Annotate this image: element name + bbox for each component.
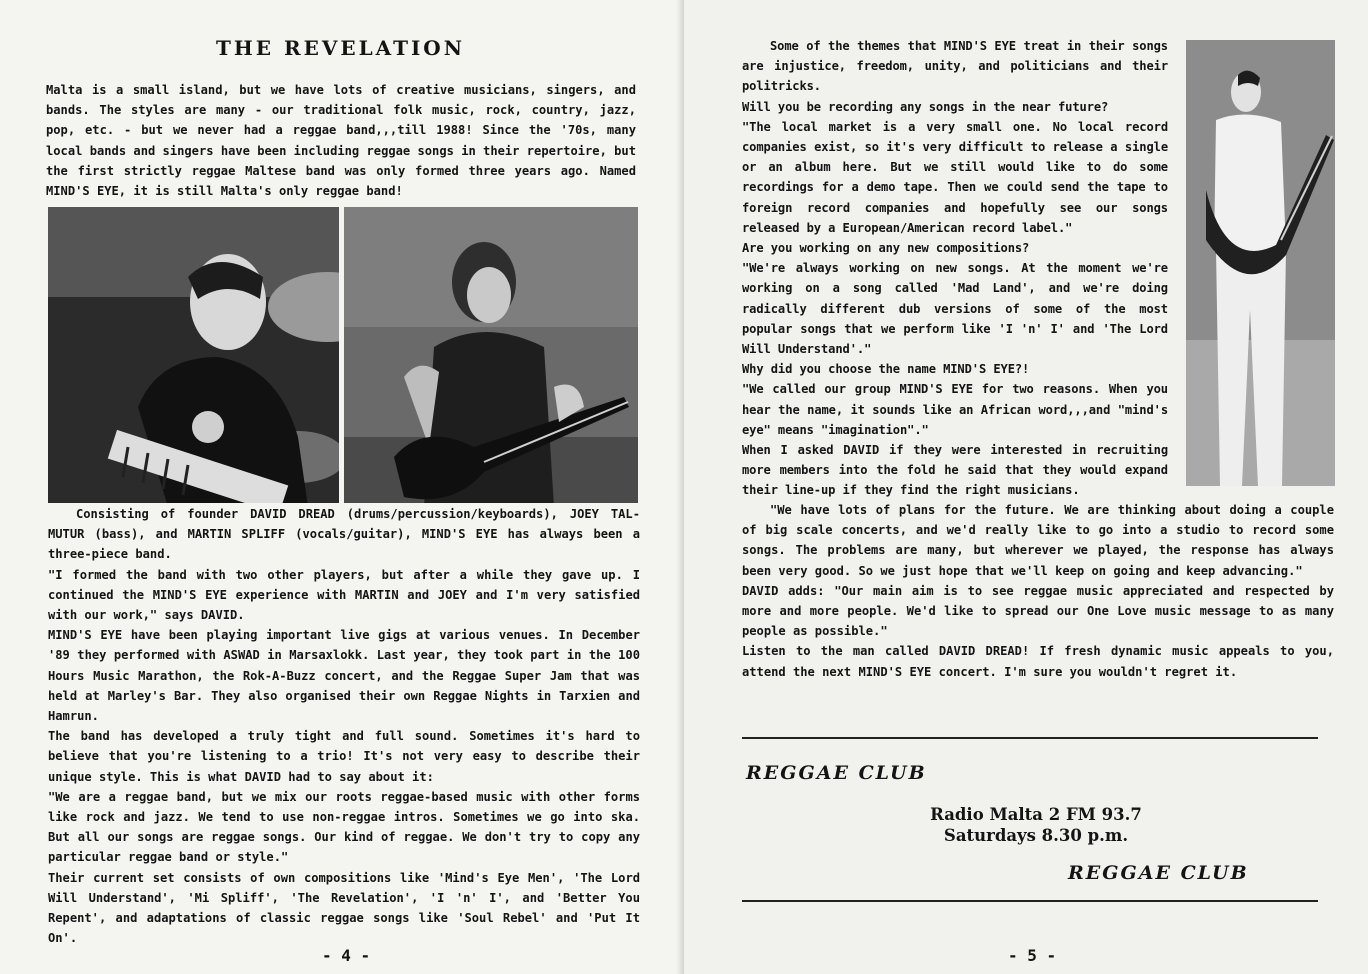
reggae-club-heading-bottom: REGGAE CLUB [1068, 862, 1249, 884]
article-title: THE REVELATION [215, 36, 466, 60]
radio-time-line: Saturdays 8.30 p.m. [943, 826, 1129, 845]
page-number-right: - 5 - [1008, 946, 1057, 965]
photo-singer-guitarist [1186, 40, 1335, 486]
page-number-left: - 4 - [322, 946, 371, 965]
top-divider-rule [742, 737, 1318, 739]
main-body-text: Consisting of founder DAVID DREAD (drums/percussion/keyboards), JOEY TAL-MUTUR (bass), and MARTIN SPLIFF (vocals/guitar), MIND'S EYE has always been a three-piece band. "I formed the band with two other players, but after a while they gave up. I continued the MIND'S EYE experience with MARTIN and JOEY and I'm very satisfied with our work," says DAVID. MIND'S EYE have been playing important live gigs at various venues. In December '89 they performed with ASWAD in Marsaxlokk. Last year, they took part in the 100 Hours Music Marathon, the Rok-A-Buzz concert, and the Reggae Super Jam that was held at Marley's Bar. They also organised their own Reggae Nights in Tarxien and Hamrun. The band has developed a truly tight and full sound. Sometimes it's hard to believe that you're listening to a trio! It's not very easy to describe their unique style. This is what DAVID had to say about it: "We are a reggae band, but we mix our roots reggae-based music with other forms like rock and jazz. We tend to use non-reggae intros. Sometimes we go into ska. But all our songs are reggae songs. Our kind of reggae. We don't try to copy any particular reggae band or style." Their current set consists of own compositions like 'Mind's Eye Men', 'The Lord Will Understand', 'Mi Spliff', 'The Revelation', 'I 'n' I', and 'Better You Repent', and adaptations of classic reggae songs like 'Soul Rebel' and 'Put It On'. [48, 507, 640, 946]
right-page [684, 0, 1368, 974]
radio-station-line: Radio Malta 2 FM 93.7 [930, 805, 1142, 824]
intro-paragraph: Malta is a small island, but we have lots of creative musicians, singers, and bands. The styles are many - our traditional folk music, rock, country, jazz, pop, etc. - but we never had a reggae band,,,till 1988! Since the '70s, many local bands and singers have been including reggae songs in their repertoire, but the first strictly reggae Maltese band was only formed three years ago. Named MIND'S EYE, it is still Malta's only reggae band! [46, 83, 636, 199]
interview-column-text: Some of the themes that MIND'S EYE treat in their songs are injustice, freedom, unity, and politicians and their politricks. Will you be recording any songs in the near future? "The local market is a very small one. No local record companies exist, so it's very difficult to release a single or an album here. But we still would like to do some recordings for a demo tape. Then we could send the tape to foreign record companies and hopefully see our songs released by a European/American record label." Are you working on any new compositions? "We're always working on new songs. At the moment we're working on a song called 'Mad Land', and we're doing radically different dub versions of some of the most popular songs that we perform like 'I 'n' I' and 'The Lord Will Understand'." Why did you choose the name MIND'S EYE?! "We called our group MIND'S EYE for two reasons. When you hear the name, it sounds like an African word,,,and "mind's eye" means "imagination"." When I asked DAVID if they were interested in recruiting more members into the fold he said that they would expand their line-up if they find the right musicians. [742, 39, 1168, 498]
photo-keyboard-player [48, 207, 339, 503]
conclusion-text: "We have lots of plans for the future. We are thinking about doing a couple of big scale concerts, and we'd really like to go into a studio to record some songs. The problems are many, but wherever we played, the response has always been very good. So we just hope that we'll keep on going and keep advancing." DAVID adds: "Our main aim is to see reggae music appreciated and respected by more and more people. We'd like to spread our One Love music message to as many people as possible." Listen to the man called DAVID DREAD! If fresh dynamic music appeals to you, attend the next MIND'S EYE concert. I'm sure you wouldn't regret it. [742, 503, 1334, 679]
photo-bass-player [344, 207, 638, 503]
bottom-divider-rule [742, 900, 1318, 902]
radio-schedule [896, 804, 1176, 846]
reggae-club-heading-top: REGGAE CLUB [746, 762, 927, 784]
